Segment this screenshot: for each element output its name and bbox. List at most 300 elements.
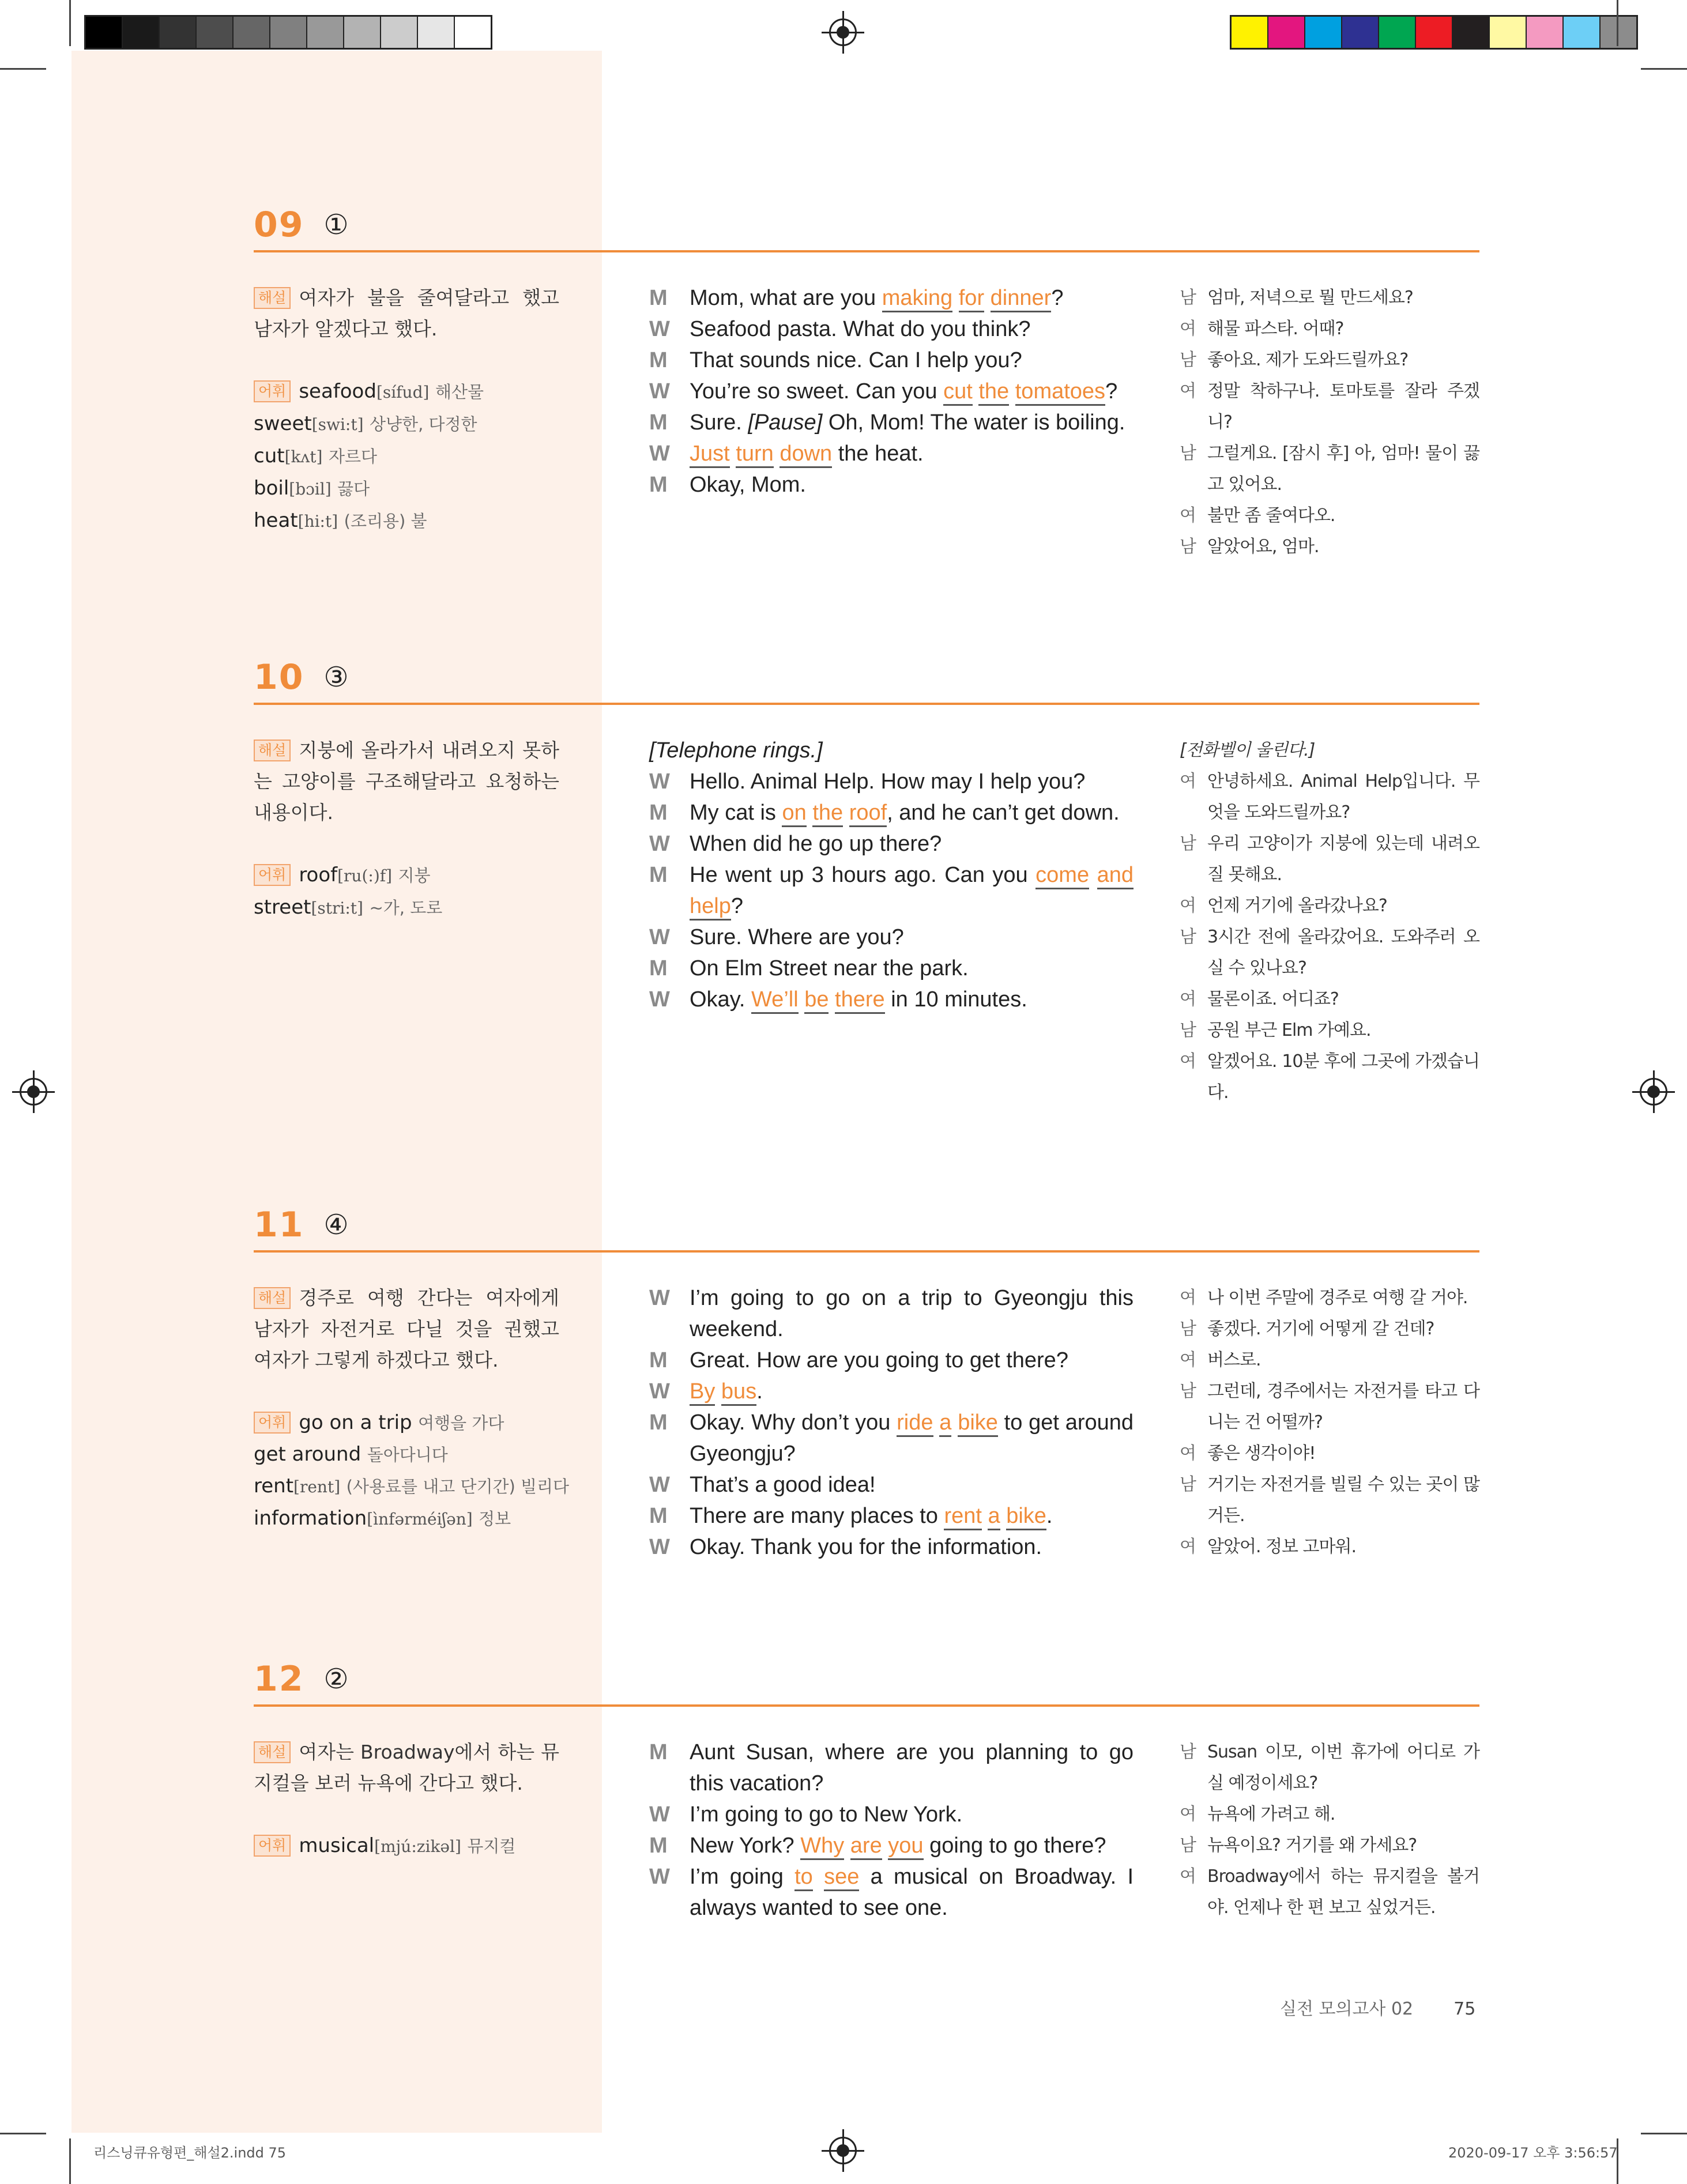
vocab-word: seafood [299,380,376,403]
translation-line [1180,438,1479,500]
explanation-text: 여자가 불을 줄여달라고 했고 남자가 알겠다고 했다. [254,286,559,340]
vocab-word: go on a trip [299,1411,412,1434]
dialogue-line [649,1345,1134,1376]
speaker-label: 여 [1180,1804,1196,1824]
dialogue-line [649,407,1134,438]
translation-text: 물론이죠. 어디죠? [1207,989,1339,1009]
dialogue-line [649,1799,1134,1830]
question-number: 10 [254,657,304,697]
speaker-label: 여 [1180,896,1196,916]
section-divider [254,250,1479,252]
color-swatch [1341,17,1378,48]
translation-text: 언제 거기에 올라갔나요? [1207,896,1387,916]
color-swatch [1267,17,1304,48]
dialogue-line [649,345,1134,376]
vocab-item [254,1503,559,1535]
vocab-meaning: 해산물 [435,382,484,402]
translation-column [1180,1283,1479,1563]
speaker-label: M [649,956,668,980]
section-header [254,654,349,700]
translation-text: 정말 착하구나. 토마토를 잘라 주겠니? [1207,381,1479,432]
translation-text: Broadway에서 하는 뮤지컬을 볼거야. 언제나 한 편 보고 싶었거든. [1207,1866,1479,1918]
color-swatch [1304,17,1341,48]
answer-choice: ④ [323,1209,349,1241]
dialogue-text [690,797,1134,828]
speaker-label: M [649,1410,668,1435]
dialogue-line [649,1532,1134,1563]
dialogue-line [649,922,1134,953]
dialogue-text [690,1469,1134,1500]
blank-answer: Why [800,1834,844,1860]
translation-text: 뉴욕에 가려고 해. [1207,1804,1335,1824]
dialogue-text [690,1283,1134,1345]
dialogue-script [649,282,1134,500]
dialogue-segment [952,286,959,310]
dialogue-segment: My cat is [690,801,782,825]
dialogue-line [649,314,1134,345]
speaker-label: 여 [1180,1051,1196,1072]
vocab-item [254,1470,570,1503]
speaker-label: 남 [1180,350,1196,370]
vocabulary-list [254,1407,570,1535]
vocab-pronunciation: [swi:t] [311,415,364,434]
vocab-meaning: ~가, 도로 [369,898,443,918]
dialogue-line [649,953,1134,984]
dialogue-text [690,345,1134,376]
vocab-word: roof [299,863,338,887]
blank-answer: for [959,286,984,312]
dialogue-text [690,1737,1134,1799]
blank-answer: on [782,801,806,827]
page-number: 75 [1453,1999,1476,2019]
translation-column [1180,735,1479,1108]
dialogue-line [649,766,1134,797]
speaker-label: M [649,863,668,887]
blank-answer: bike [958,1410,998,1437]
page-footer [1280,1994,1475,2020]
crop-mark [1641,2133,1687,2134]
translation-text: 불만 좀 줄여다오. [1207,506,1335,526]
dialogue-segment: Oh, Mom! The water is boiling. [822,410,1125,435]
blank-answer: there [835,987,885,1014]
dialogue-text [690,282,1134,314]
color-swatch [1415,17,1452,48]
dialogue-script [649,1737,1134,1923]
dialogue-text [690,1861,1134,1923]
blank-answer: see [824,1865,859,1891]
dialogue-segment: Great. How are you going to get there? [690,1348,1068,1372]
stage-direction: [Pause] [748,410,823,435]
blank-answer: to [794,1865,813,1891]
vocab-meaning: 정보 [479,1509,511,1529]
vocab-item [254,440,559,473]
color-swatch [380,17,417,48]
translation-text: 알겠어요. 10분 후에 그곳에 가겠습니다. [1207,1051,1479,1103]
translation-line [1180,828,1479,891]
translation-line [1180,735,1479,766]
vocab-word: get around [254,1443,362,1466]
translation-text: 좋겠다. 거기에 어떻게 갈 건데? [1207,1319,1434,1339]
translation-line [1180,1469,1479,1532]
vocab-word: street [254,896,311,919]
dialogue-line [649,469,1134,500]
speaker-label: 남 [1180,1020,1196,1040]
color-swatch [159,17,195,48]
blank-answer: a [939,1410,951,1437]
section-divider [254,703,1479,705]
dialogue-segment: Okay, Mom. [690,473,806,497]
explanation-tag: 해설 [254,1287,291,1309]
translation-line [1180,314,1479,345]
translation-line [1180,1438,1479,1469]
speaker-label: W [649,1802,670,1827]
explanation-column [254,735,559,924]
explanation-tag: 해설 [254,1741,291,1763]
color-swatch [269,17,306,48]
blank-answer: the [812,801,843,827]
dialogue-segment: Sure. Where are you? [690,925,904,949]
dialogue-segment: ? [1051,286,1064,310]
dialogue-segment: the heat. [832,442,924,466]
explanation-text: 지붕에 올라가서 내려오지 못하는 고양이를 구조해달라고 요청하는 내용이다. [254,739,559,824]
speaker-label: M [649,1740,668,1764]
vocab-pronunciation: [ru(:)f] [337,866,393,885]
dialogue-segment: I’m going to go on a trip to Gyeongju this weekend. [690,1286,1134,1341]
explanation [254,735,559,828]
explanation [254,1737,559,1799]
vocab-item [254,1407,559,1439]
vocab-word: heat [254,509,298,532]
speaker-label: W [649,770,670,794]
speaker-label: M [649,348,668,372]
explanation-tag: 해설 [254,740,291,761]
blank-answer: bike [1006,1504,1046,1530]
vocab-meaning: 자르다 [328,447,378,466]
color-bar [1230,15,1638,50]
speaker-label: W [649,1379,670,1404]
vocab-item [254,505,559,537]
translation-text: 알았어. 정보 고마워. [1207,1537,1356,1557]
dialogue-text [690,1799,1134,1830]
speaker-label: 남 [1180,1742,1196,1762]
section-header [254,202,349,248]
translation-text: Susan 이모, 이번 휴가에 어디로 가실 예정이세요? [1207,1742,1479,1793]
blank-answer: Just [690,442,730,468]
color-swatch [1452,17,1489,48]
vocabulary-list [254,859,559,924]
dialogue-segment [1089,863,1097,887]
dialogue-text [690,922,1134,953]
dialogue-line [649,1861,1134,1923]
dialogue-segment: [Telephone rings.] [649,738,823,763]
registration-mark-icon [20,1078,47,1106]
vocab-meaning: 상냥한, 다정한 [370,414,477,434]
dialogue-line [649,1469,1134,1500]
vocabulary-list [254,376,559,537]
dialogue-line [649,1830,1134,1861]
speaker-label: W [649,987,670,1012]
speaker-label: 여 [1180,1443,1196,1463]
speaker-label: W [649,1286,670,1310]
dialogue-line [649,1737,1134,1799]
question-number: 11 [254,1205,304,1245]
vocab-word: boil [254,477,289,500]
dialogue-segment: ? [1105,379,1118,403]
translation-line [1180,531,1479,563]
vocab-meaning: 끓다 [337,479,370,499]
translation-line [1180,1376,1479,1438]
speaker-label: 여 [1180,771,1196,791]
translation-column [1180,282,1479,563]
dialogue-segment: in 10 minutes. [884,987,1027,1012]
section-divider [254,1250,1479,1253]
speaker-label: 남 [1180,288,1196,308]
speaker-label: W [649,1473,670,1497]
speaker-label: 남 [1180,1319,1196,1339]
translation-line [1180,891,1479,922]
speaker-label: M [649,801,668,825]
dialogue-segment: , and he can’t get down. [887,801,1120,825]
dialogue-segment: going to go there? [923,1834,1106,1858]
dialogue-line [649,1283,1134,1345]
speaker-label: 여 [1180,506,1196,526]
speaker-label: 여 [1180,1288,1196,1308]
section-divider [254,1704,1479,1707]
blank-answer: cut [943,379,973,406]
crop-mark [69,0,71,46]
speaker-label: M [649,473,668,497]
color-swatch [343,17,380,48]
dialogue-segment: Okay. [690,987,751,1012]
vocab-meaning: 지붕 [398,866,431,885]
dialogue-segment [951,1410,958,1435]
vocab-pronunciation: [stri:t] [311,899,363,918]
dialogue-segment [933,1410,940,1435]
color-swatch [232,17,269,48]
book-section-label: 실전 모의고사 02 [1280,1999,1414,2019]
blank-answer: be [804,987,829,1014]
answer-choice: ② [323,1663,349,1695]
dialogue-segment [715,1379,721,1404]
explanation-text: 경주로 여행 간다는 여자에게 남자가 자전거로 다닐 것을 권했고 여자가 그렇게 하겠다고 했다. [254,1287,559,1371]
translation-line [1180,1799,1479,1830]
speaker-label: 남 [1180,1474,1196,1495]
blank-answer: dinner [991,286,1052,312]
print-timestamp: 2020-09-17 오후 3:56:57 [1448,2145,1618,2161]
crop-mark [1617,0,1618,46]
speaker-label: 여 [1180,1537,1196,1557]
dialogue-line [649,797,1134,828]
translation-line [1180,376,1479,438]
speaker-label: 남 [1180,443,1196,463]
dialogue-segment: That sounds nice. Can I help you? [690,348,1022,372]
dialogue-segment [1000,1504,1007,1528]
speaker-label: 여 [1180,381,1196,401]
vocab-item [254,408,559,440]
registration-mark-icon [829,18,857,46]
dialogue-line [649,828,1134,859]
speaker-label: W [649,832,670,856]
answer-choice: ① [323,209,349,241]
translation-text: [전화벨이 울린다.] [1180,740,1315,760]
vocab-meaning: (사용료를 내고 단기간) 빌리다 [346,1477,570,1496]
blank-answer: tomatoes [1015,379,1105,406]
vocab-meaning: 여행을 가다 [418,1413,504,1433]
color-swatch [1526,17,1562,48]
translation-text: 나 이번 주말에 경주로 여행 갈 거야. [1207,1288,1468,1308]
dialogue-segment: That’s a good idea! [690,1473,876,1497]
vocab-pronunciation: [rent] [293,1477,341,1496]
explanation-text: 여자는 Broadway에서 하는 뮤지컬을 보러 뉴욕에 간다고 했다. [254,1741,559,1794]
dialogue-text [690,1407,1134,1469]
blank-answer: roof [849,801,887,827]
dialogue-segment [882,1834,888,1858]
speaker-label: M [649,1834,668,1858]
dialogue-script [649,1283,1134,1563]
translation-line [1180,1015,1479,1046]
translation-line [1180,1737,1479,1799]
dialogue-text [690,469,1134,500]
vocab-item [254,1830,559,1862]
vocab-pronunciation: [bɔil] [289,480,332,499]
vocab-pronunciation: [sífud] [376,383,430,402]
translation-line [1180,1532,1479,1563]
translation-line [1180,282,1479,314]
dialogue-segment: I’m going to go to New York. [690,1802,963,1827]
translation-text: 좋아요. 제가 도와드릴까요? [1207,350,1409,370]
color-swatch [454,17,491,48]
speaker-label: 여 [1180,1866,1196,1887]
dialogue-segment: Seafood pasta. What do you think? [690,317,1031,341]
dialogue-text [690,1500,1134,1532]
speaker-label: W [649,442,670,466]
blank-answer: are [850,1834,882,1860]
translation-text: 3시간 전에 올라갔어요. 도와주러 오실 수 있나요? [1207,927,1479,978]
translation-text: 우리 고양이가 지붕에 있는데 내려오질 못해요. [1207,833,1479,885]
dialogue-line [649,859,1134,922]
dialogue-segment: Hello. Animal Help. How may I help you? [690,770,1086,794]
translation-text: 그런데, 경주에서는 자전거를 타고 다니는 건 어떨까? [1207,1381,1479,1432]
vocab-item [254,376,559,408]
dialogue-segment [774,442,780,466]
dialogue-segment: . [1046,1504,1053,1528]
dialogue-segment [813,1865,824,1889]
vocab-meaning: (조리용) 불 [344,511,427,531]
section-header [254,1202,349,1248]
color-swatch [195,17,232,48]
dialogue-segment: There are many places to [690,1504,944,1528]
dialogue-text [690,859,1134,922]
dialogue-segment: New York? [690,1834,801,1858]
color-swatch [1378,17,1415,48]
speaker-label: M [649,1348,668,1372]
dialogue-segment: When did he go up there? [690,832,942,856]
dialogue-segment: Okay. Thank you for the information. [690,1535,1042,1559]
vocabulary-tag: 어휘 [254,380,291,402]
crop-mark [69,2138,71,2184]
vocab-word: cut [254,444,285,467]
dialogue-text [690,314,1134,345]
speaker-label: M [649,410,668,435]
dialogue-line [649,1376,1134,1407]
translation-line [1180,1283,1479,1314]
dialogue-text [690,407,1134,438]
dialogue-segment: I’m going [690,1865,795,1889]
dialogue-segment: Mom, what are you [690,286,882,310]
explanation [254,282,559,345]
translation-line [1180,1314,1479,1345]
dialogue-segment [973,379,979,403]
dialogue-segment [807,801,813,825]
blank-answer: and [1097,863,1134,889]
speaker-label: W [649,317,670,341]
crop-mark [0,68,46,70]
section-header [254,1656,349,1702]
translation-text: 알았어요, 엄마. [1207,537,1319,557]
explanation-column [254,1283,570,1535]
dialogue-text [690,828,1134,859]
vocab-word: information [254,1507,367,1530]
vocab-meaning: 돌아다니다 [367,1445,448,1465]
blank-answer: By [690,1379,715,1406]
crop-mark [0,2133,46,2134]
translation-text: 그럴게요. [잠시 후] 아, 엄마! 물이 끓고 있어요. [1207,443,1479,495]
dialogue-text [690,376,1134,407]
dialogue-segment: You’re so sweet. Can you [690,379,944,403]
blank-answer: We’ll [751,987,799,1014]
dialogue-script [649,735,1134,1015]
color-swatch [306,17,343,48]
dialogue-segment: . [756,1379,763,1404]
speaker-label: 남 [1180,1835,1196,1855]
dialogue-line [649,282,1134,314]
crop-mark [1641,68,1687,70]
translation-line [1180,1830,1479,1861]
explanation [254,1283,559,1376]
vocab-pronunciation: [mjú:zikəl] [374,1837,461,1856]
dialogue-line [649,1500,1134,1532]
blank-answer: ride [897,1410,933,1437]
dialogue-text [690,1830,1134,1861]
dialogue-line [649,1407,1134,1469]
blank-answer: you [888,1834,923,1860]
explanation-column [254,282,559,537]
dialogue-text [690,1532,1134,1563]
vocabulary-tag: 어휘 [254,1835,291,1857]
dialogue-text [690,1376,1134,1407]
blank-answer: the [978,379,1009,406]
color-swatch [1489,17,1526,48]
color-swatch [417,17,454,48]
dialogue-segment: a musical on Broadway. I always wanted to see one. [690,1865,1134,1920]
blank-answer: rent [944,1504,981,1530]
vocab-pronunciation: [kʌt] [284,447,323,466]
registration-mark-icon [1640,1078,1667,1106]
speaker-label: W [649,1865,670,1889]
speaker-label: 여 [1180,1350,1196,1370]
explanation-tag: 해설 [254,287,291,309]
dialogue-text [690,438,1134,469]
vocab-item [254,892,559,924]
speaker-label: 남 [1180,927,1196,947]
dialogue-text [690,984,1134,1015]
translation-text: 거기는 자전거를 빌릴 수 있는 곳이 많거든. [1207,1474,1479,1526]
dialogue-segment [799,987,805,1012]
translation-text: 뉴욕이요? 거기를 왜 가세요? [1207,1835,1417,1855]
dialogue-text [690,766,1134,797]
dialogue-segment [843,801,849,825]
vocabulary-tag: 어휘 [254,1412,291,1434]
